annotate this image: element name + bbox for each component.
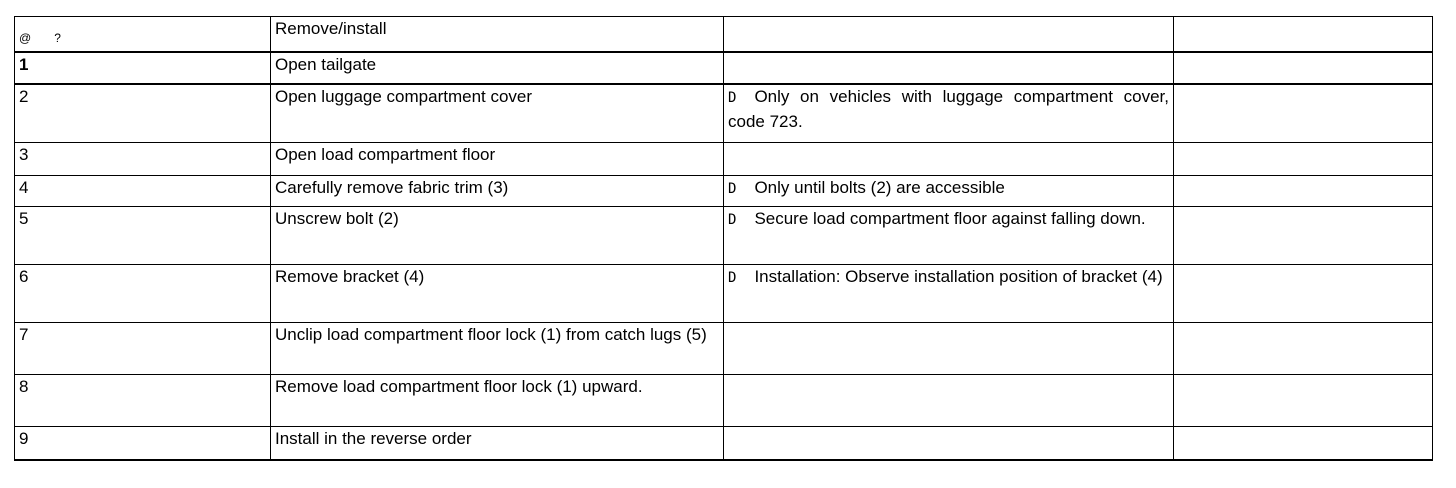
step-note-text: Secure load compartment floor against falling down. (754, 209, 1146, 228)
step-extra (1174, 207, 1433, 265)
table-row (15, 84, 1433, 143)
step-note-text: Installation: Observe installation position of bracket (4) (754, 267, 1163, 286)
step-note (724, 323, 1174, 375)
step-action: Open luggage compartment cover (271, 84, 724, 143)
step-number: 7 (15, 323, 271, 375)
step-action: Unscrew bolt (2) (271, 207, 724, 265)
bullet-marker: D (728, 270, 737, 286)
step-number: 8 (15, 375, 271, 427)
step-extra (1174, 84, 1433, 143)
step-note (724, 52, 1174, 84)
step-note (724, 84, 1174, 143)
step-number: 2 (15, 84, 271, 143)
step-note (724, 143, 1174, 176)
at-icon: @ (19, 31, 33, 45)
bullet-marker: D (728, 90, 737, 106)
step-note (724, 375, 1174, 427)
table-row (15, 207, 1433, 265)
table-row (15, 323, 1433, 375)
step-action: Open load compartment floor (271, 143, 724, 176)
bullet-marker: D (728, 181, 737, 197)
step-note (724, 427, 1174, 461)
step-note-text: Only on vehicles with luggage compartment cover, code 723. (728, 87, 1169, 131)
procedure-table (14, 16, 1433, 461)
table-row (15, 265, 1433, 323)
step-extra (1174, 375, 1433, 427)
header-note-cell (724, 17, 1174, 53)
header-icons-cell (15, 17, 271, 53)
step-number: 6 (15, 265, 271, 323)
table-row (15, 143, 1433, 176)
step-action: Unclip load compartment floor lock (1) from catch lugs (5) (271, 323, 724, 375)
step-number: 5 (15, 207, 271, 265)
step-number: 4 (15, 176, 271, 207)
step-extra (1174, 176, 1433, 207)
step-extra (1174, 323, 1433, 375)
step-note-text: Only until bolts (2) are accessible (754, 178, 1005, 197)
question-icon: ? (54, 31, 62, 45)
bullet-marker: D (728, 212, 737, 228)
step-action: Remove load compartment floor lock (1) upward. (271, 375, 724, 427)
step-note (724, 176, 1174, 207)
step-action: Install in the reverse order (271, 427, 724, 461)
table-row (15, 427, 1433, 461)
header-icons (19, 27, 84, 50)
table-row (15, 176, 1433, 207)
step-action: Remove bracket (4) (271, 265, 724, 323)
table-row (15, 52, 1433, 84)
table-row (15, 375, 1433, 427)
step-extra (1174, 265, 1433, 323)
step-note (724, 265, 1174, 323)
step-number: 3 (15, 143, 271, 176)
step-number: 9 (15, 427, 271, 461)
step-note (724, 207, 1174, 265)
step-extra (1174, 143, 1433, 176)
header-title: Remove/install (271, 17, 724, 53)
step-action: Carefully remove fabric trim (3) (271, 176, 724, 207)
table-header-row (15, 17, 1433, 53)
step-extra (1174, 427, 1433, 461)
header-extra-cell (1174, 17, 1433, 53)
step-action: Open tailgate (271, 52, 724, 84)
step-extra (1174, 52, 1433, 84)
step-number: 1 (15, 52, 271, 84)
